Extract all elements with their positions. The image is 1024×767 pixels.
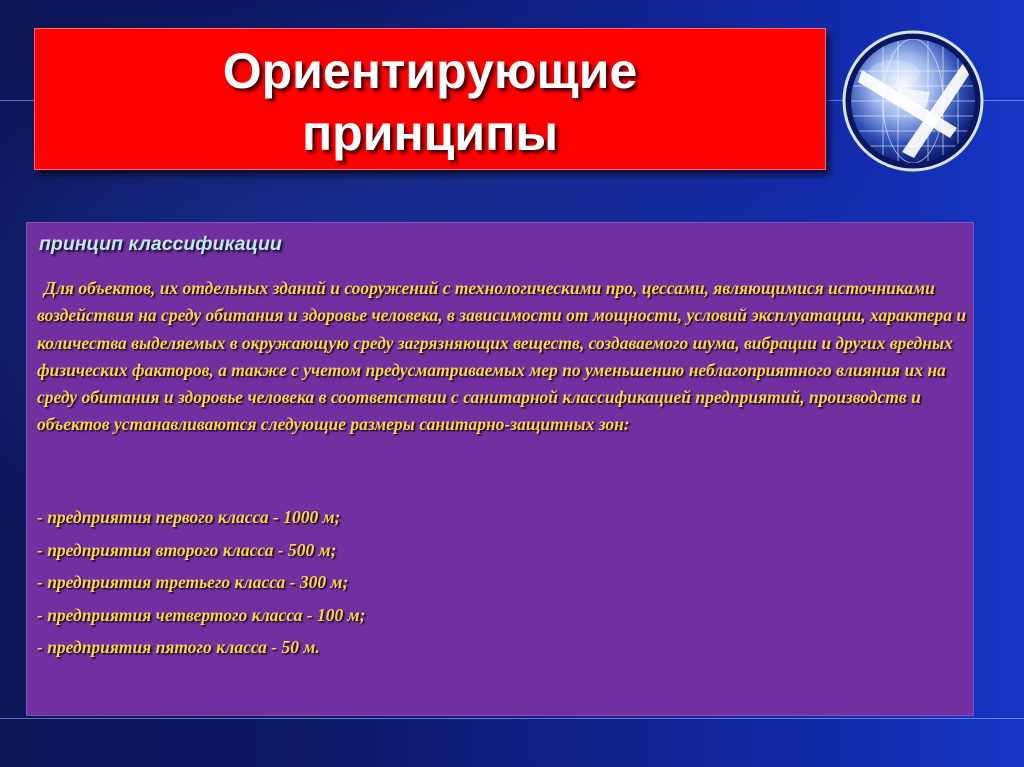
- list-item: - предприятия четвертого класса - 100 м;: [37, 604, 366, 625]
- principle-paragraph: Для объектов, их отдельных зданий и сооружений с технологическими про, цессами, являющимися источниками воздействия на среду обитания и здоровье человека, в зависимости от мощности, условий эксплуатации, характера и количества выделяемых в окружающую среду загрязняющих веществ, создаваемого шума, вибрации и других вредных физических факторов, а также с учетом предусматриваемых мер по уменьшению неблагоприятного влияния их на среду обитания и здоровье человека в соответствии с санитарной классификацией предприятий, производств и объектов устанавливаются следующие размеры санитарно-защитных зон:: [37, 278, 967, 435]
- slide-title: Ориентирующие принципы: [222, 43, 638, 161]
- content-panel: [26, 222, 974, 716]
- bottom-divider-line: [0, 718, 1024, 719]
- zone-size-list: [37, 501, 365, 664]
- list-item: - предприятия третьего класса - 300 м;: [37, 572, 349, 592]
- globe-icon: [842, 30, 984, 172]
- principle-subtitle: принцип классификации: [39, 233, 282, 255]
- list-item: - предприятия первого класса - 1000 м;: [37, 507, 341, 527]
- list-item: - предприятия пятого класса - 50 м.: [37, 637, 320, 657]
- list-item: - предприятия второго класса - 500 м;: [37, 539, 337, 560]
- title-banner: [34, 28, 826, 170]
